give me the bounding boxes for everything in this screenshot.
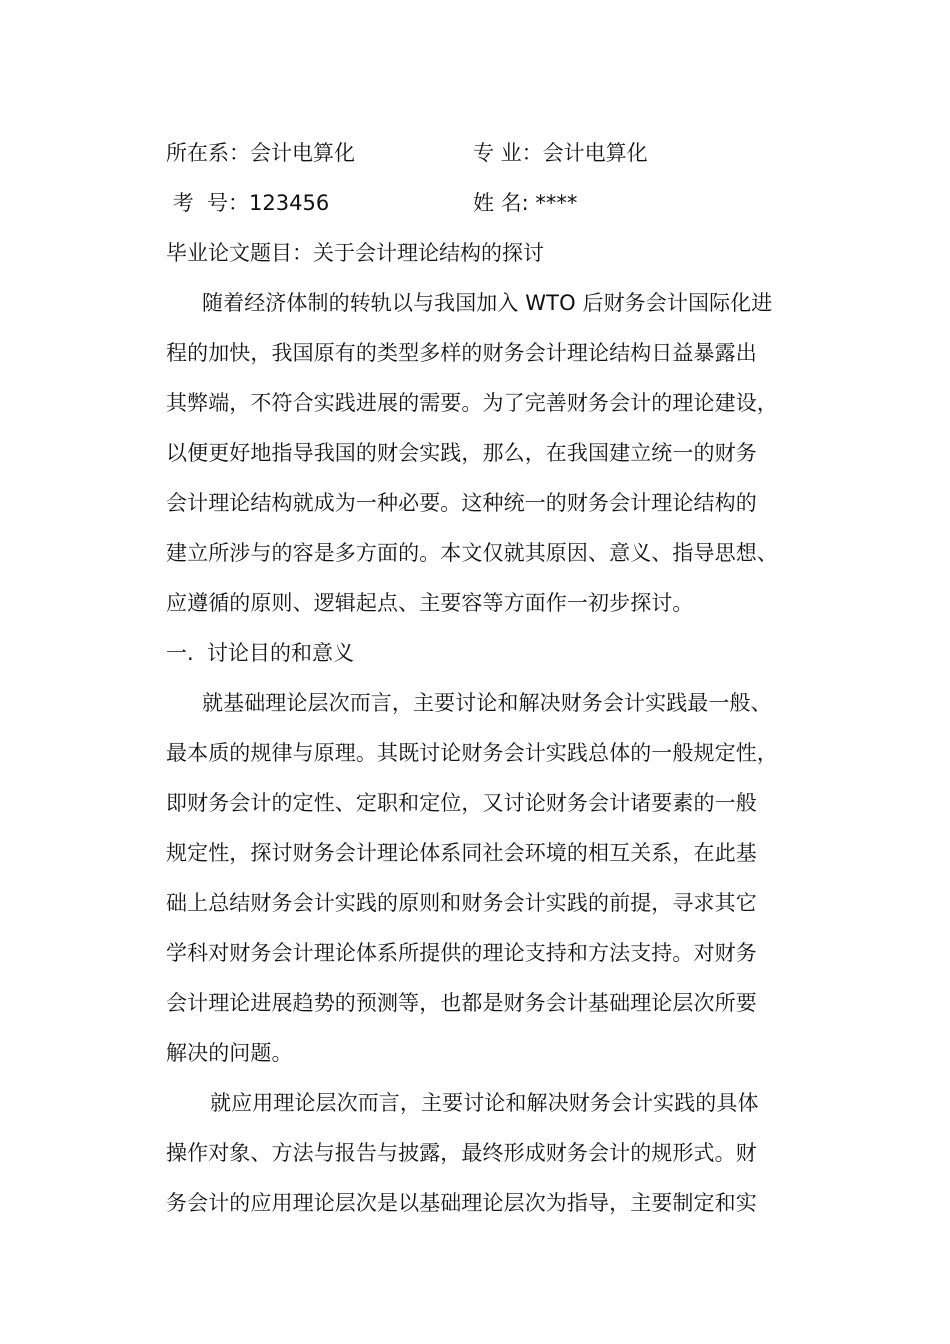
- section-heading: 一. 讨论目的和意义: [166, 641, 355, 665]
- paragraph-line: 即财务会计的定性、定职和定位，又讨论财务会计诸要素的一般: [166, 791, 757, 815]
- abstract-paragraph: [166, 278, 816, 628]
- paragraph-line: 就应用理论层次而言，主要讨论和解决财务会计实践的具体: [210, 1091, 759, 1115]
- paragraph-line: 务会计的应用理论层次是以基础理论层次为指导，主要制定和实: [166, 1191, 757, 1215]
- section-paragraph-2: [166, 1078, 816, 1228]
- abstract-line: 应遵循的原则、逻辑起点、主要容等方面作一初步探讨。: [166, 591, 694, 615]
- abstract-line: 会计理论结构就成为一种必要。这种统一的财务会计理论结构的: [166, 491, 757, 515]
- paragraph-line: 规定性，探讨财务会计理论体系同社会环境的相互关系，在此基: [166, 841, 757, 865]
- header-row-1: [166, 128, 816, 178]
- paragraph-line: 解决的问题。: [166, 1041, 293, 1065]
- department-field: 所在系：会计电算化: [166, 141, 355, 165]
- thesis-title: 毕业论文题目：关于会计理论结构的探讨: [166, 241, 544, 265]
- paragraph-line: 就基础理论层次而言，主要讨论和解决财务会计实践最一般、: [202, 691, 772, 715]
- major-field: 专 业：会计电算化: [473, 141, 648, 165]
- paragraph-line: 最本质的规律与原理。其既讨论财务会计实践总体的一般规定性，: [166, 741, 778, 765]
- section-paragraph-1: [166, 678, 816, 1078]
- paragraph-line: 操作对象、方法与报告与披露，最终形成财务会计的规形式。财: [166, 1141, 757, 1165]
- exam-number-field: 考 号：123456: [166, 191, 330, 215]
- abstract-line: 随着经济体制的转轨以与我国加入 WTO 后财务会计国际化进: [202, 291, 773, 315]
- paragraph-line: 学科对财务会计理论体系所提供的理论支持和方法支持。对财务: [166, 941, 757, 965]
- abstract-line: 建立所涉与的容是多方面的。本文仅就其原因、意义、指导思想、: [166, 541, 778, 565]
- abstract-line: 程的加快，我国原有的类型多样的财务会计理论结构日益暴露出: [166, 341, 757, 365]
- paragraph-line: 会计理论进展趋势的预测等，也都是财务会计基础理论层次所要: [166, 991, 757, 1015]
- document-page: [166, 128, 816, 1228]
- student-name-field: 姓 名: ****: [473, 191, 578, 215]
- paragraph-line: 础上总结财务会计实践的原则和财务会计实践的前提，寻求其它: [166, 891, 757, 915]
- abstract-line: 以便更好地指导我国的财会实践，那么，在我国建立统一的财务: [166, 441, 757, 465]
- header-row-2: [166, 178, 816, 228]
- abstract-line: 其弊端，不符合实践进展的需要。为了完善财务会计的理论建设，: [166, 391, 778, 415]
